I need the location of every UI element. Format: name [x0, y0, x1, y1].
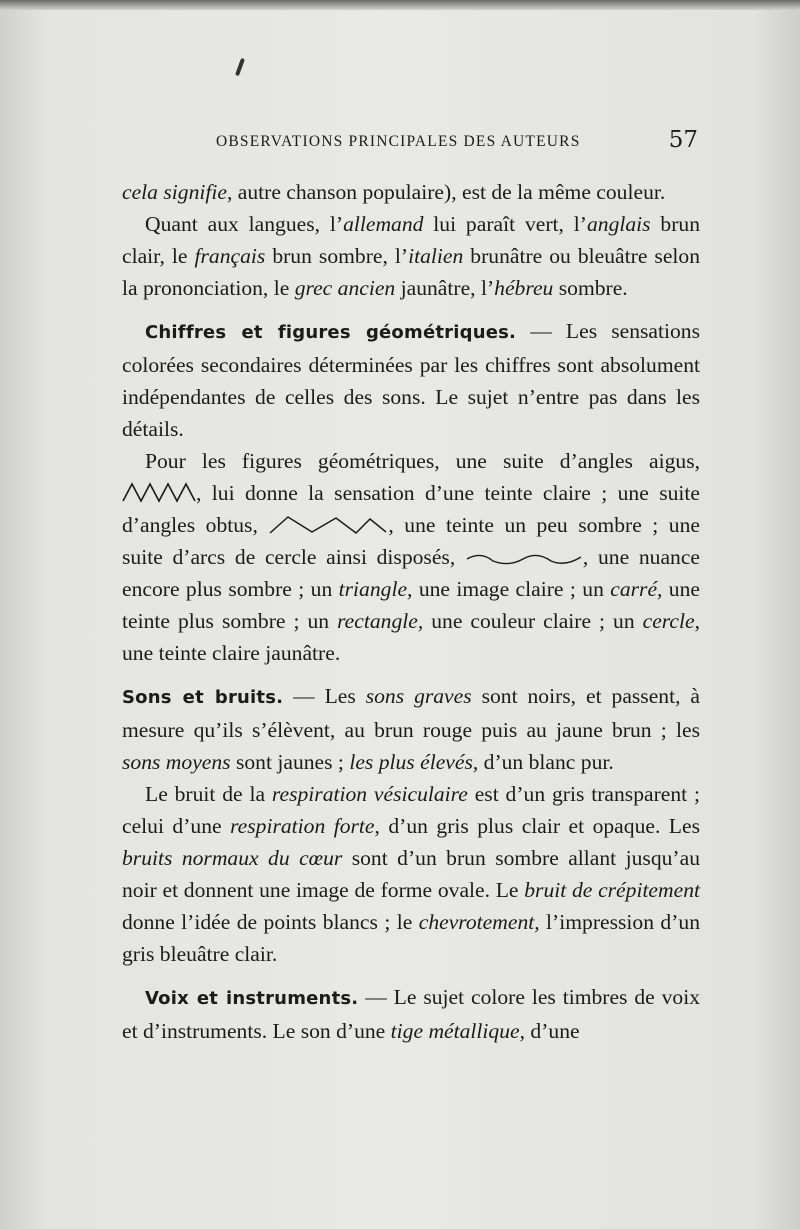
- running-title: OBSERVATIONS PRINCIPALES DES AUTEURS: [216, 133, 581, 150]
- text-run: est d’un gris transparent ; celui d’une: [122, 782, 700, 838]
- italic-text: bruits normaux du cœur: [122, 846, 343, 870]
- italic-text: triangle,: [338, 577, 413, 601]
- text-run: lui paraît vert, l’: [423, 212, 587, 236]
- text-run: , d’une: [519, 1019, 580, 1043]
- text-run: , d’un gris plus clair et opaque. Les: [374, 814, 700, 838]
- italic-text: les plus élevés,: [349, 750, 479, 774]
- text-run: l’impression d’un gris bleuâtre clair.: [122, 910, 701, 966]
- paragraph-4: [122, 445, 700, 669]
- text-run: brun sombre, l’: [265, 244, 409, 268]
- italic-text: cercle: [642, 609, 695, 633]
- italic-text: carré,: [610, 577, 663, 601]
- text-run: sont jaunes ;: [230, 750, 350, 774]
- paragraph-1: [122, 176, 700, 208]
- italic-text: hébreu: [494, 276, 554, 300]
- paragraph-6: [122, 778, 700, 970]
- acute-angles-figure: [122, 481, 196, 503]
- section-gap: [122, 304, 700, 315]
- text-run: , une nuance encore plus sombre ; un: [122, 545, 700, 601]
- text-run: , lui donne la sensation d’une teinte claire ; une suite d’angles obtus,: [122, 481, 700, 537]
- text-run: une image claire ; un: [412, 577, 611, 601]
- text-run: , une teinte claire jaunâtre.: [122, 609, 700, 665]
- text-run: sont noirs, et passent, à mesure qu’ils s’élèvent, au brun rouge puis au jaune brun ; les: [122, 684, 700, 742]
- text-run: sont d’un brun sombre allant jusqu’au noir et donnent une image de forme ovale. Le: [122, 846, 700, 902]
- italic-text: grec ancien: [294, 276, 396, 300]
- text-run: Pour les figures géométriques, une suite d’angles aigus,: [145, 449, 700, 473]
- italic-text: cela signifie: [122, 180, 227, 204]
- italic-text: respiration vésiculaire: [271, 782, 468, 806]
- circle-arcs-figure: [465, 551, 583, 567]
- text-run: Le bruit de la: [145, 782, 272, 806]
- obtuse-angles-figure: [268, 515, 388, 535]
- italic-text: sons moyens: [122, 750, 231, 774]
- text-run: sombre.: [553, 276, 628, 300]
- italic-text: bruit de crépitement: [524, 878, 700, 902]
- italic-text: français: [194, 244, 266, 268]
- text-run: , une teinte un peu sombre ; une suite d’arcs de cercle ainsi disposés,: [122, 513, 700, 569]
- text-run: une teinte plus sombre ; un: [122, 577, 700, 633]
- section-heading-voix: Voix et instruments.: [145, 988, 359, 1009]
- section-heading-sons: Sons et bruits.: [122, 687, 284, 708]
- italic-text: rectangle,: [337, 609, 424, 633]
- text-run: jaunâtre, l’: [395, 276, 495, 300]
- text-run: , autre chanson populaire), est de la même couleur.: [226, 180, 666, 204]
- page-number: 57: [668, 127, 698, 153]
- text-run: — Le sujet colore les timbres de voix et d’instruments. Le son d’une: [122, 985, 700, 1043]
- text-run: brunâtre ou bleuâtre selon la prononciation, le: [122, 244, 700, 300]
- text-run: brun clair, le: [122, 212, 700, 268]
- text-run: d’un blanc pur.: [478, 750, 614, 774]
- text-run: — Les: [283, 684, 366, 708]
- italic-text: tige métallique: [390, 1019, 520, 1043]
- running-header: [120, 127, 700, 155]
- italic-text: respiration forte: [230, 814, 375, 838]
- paragraph-5: [122, 680, 700, 778]
- italic-text: sons graves: [365, 684, 472, 708]
- text-run: une couleur claire ; un: [423, 609, 643, 633]
- text-run: Quant aux langues, l’: [145, 212, 344, 236]
- italic-text: italien: [408, 244, 464, 268]
- page-top-edge: [0, 0, 800, 10]
- body-text: [122, 176, 700, 1047]
- italic-text: allemand: [343, 212, 424, 236]
- paragraph-2: [122, 208, 700, 304]
- paragraph-7: [122, 981, 700, 1047]
- italic-text: chevrotement,: [418, 910, 540, 934]
- section-gap: [122, 970, 700, 981]
- ink-mark: [235, 58, 245, 76]
- paragraph-3: [122, 315, 700, 445]
- section-heading-chiffres: Chiffres et figures géométriques.: [145, 322, 517, 343]
- text-run: donne l’idée de points blancs ; le: [122, 910, 419, 934]
- italic-text: anglais: [586, 212, 651, 236]
- section-gap: [122, 669, 700, 680]
- text-run: — Les sensations colorées secondaires déterminées par les chiffres sont absolument indépendantes de celles des sons. Le sujet n’entre pas dans les détails.: [122, 319, 700, 441]
